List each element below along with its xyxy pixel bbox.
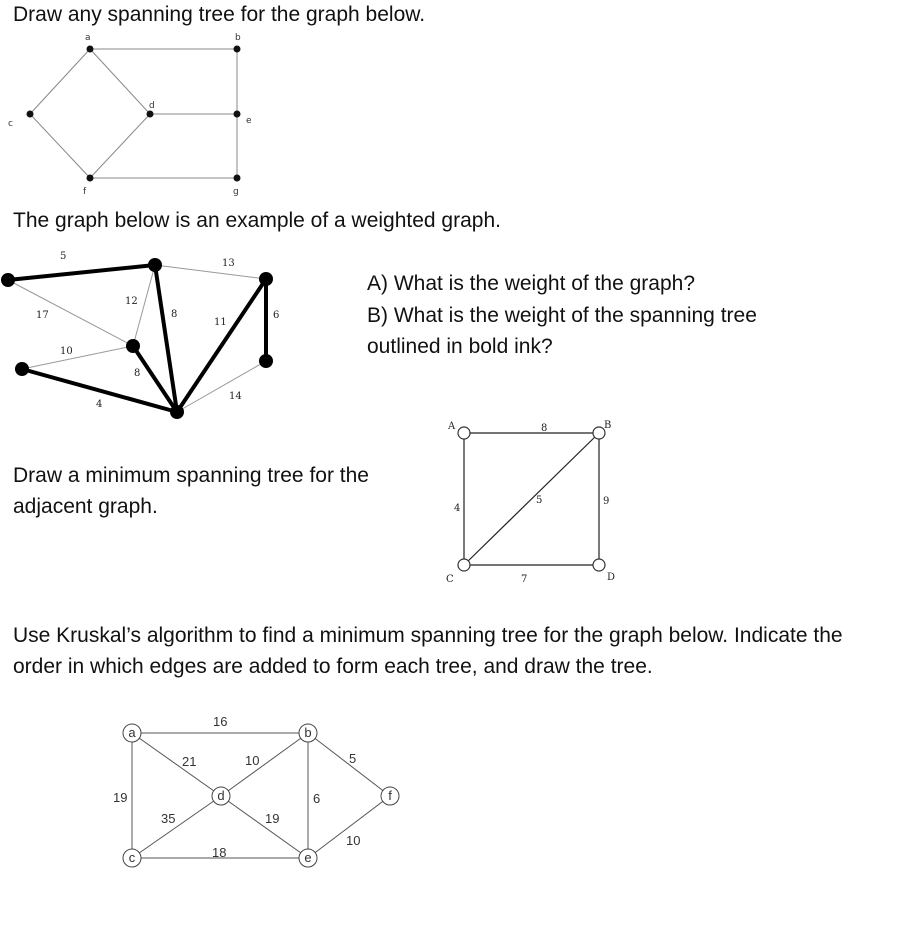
vertex-right-lower	[259, 354, 273, 368]
vertex-label-A: A	[448, 421, 456, 432]
bold-edge-8a	[155, 265, 177, 412]
weight-ce: 18	[212, 845, 227, 860]
weight-CD: 7	[521, 574, 528, 585]
weight-AB: 8	[541, 423, 548, 434]
weight-CB: 5	[536, 495, 543, 506]
question-4-text: Use Kruskal’s algorithm to find a minimum spanning tree for the graph below. Indicate the order in which edges are added to form each tree, and draw the tree.	[13, 624, 843, 678]
vertex-d	[147, 111, 154, 118]
vertex-label-c: c	[128, 850, 136, 865]
edge-14	[177, 361, 266, 412]
weight-ac: 19	[113, 790, 128, 805]
vertex-label-e: e	[246, 116, 252, 126]
vertex-f	[87, 175, 94, 182]
vertex-b	[234, 46, 241, 53]
edge-c-f	[30, 114, 90, 178]
weight-8-bold: 8	[171, 309, 178, 320]
vertex-label-B: B	[604, 420, 612, 431]
vertex-g	[234, 175, 241, 182]
weight-17: 17	[36, 310, 49, 321]
edge-17	[8, 280, 133, 346]
vertex-top-left	[1, 273, 15, 287]
weight-de: 19	[265, 811, 280, 826]
edge-d-e	[221, 796, 308, 858]
vertex-label-b: b	[235, 33, 241, 43]
edge-13	[155, 265, 266, 279]
vertex-a	[87, 46, 94, 53]
weight-8: 8	[134, 368, 141, 379]
question-3-text: Draw a minimum spanning tree for the adjacent graph.	[13, 464, 369, 518]
vertex-bottom	[170, 405, 184, 419]
weight-14: 14	[229, 391, 242, 402]
weight-cd: 35	[161, 811, 176, 826]
edge-c-d	[132, 796, 221, 858]
vertex-e	[234, 111, 241, 118]
vertex-label-a: a	[85, 33, 91, 43]
vertex-label-a: a	[128, 725, 136, 740]
graph-4-kruskal	[100, 705, 410, 885]
question-1-text: Draw any spanning tree for the graph below.	[13, 3, 426, 26]
weight-bf: 5	[349, 751, 357, 766]
weight-12: 12	[125, 296, 138, 307]
edge-d-f	[90, 114, 150, 178]
vertex-label-D: D	[607, 572, 616, 583]
edge-b-d	[221, 733, 308, 796]
weight-6: 6	[273, 310, 280, 321]
vertex-A	[458, 427, 470, 439]
edge-10	[22, 346, 133, 369]
vertex-C	[458, 559, 470, 571]
weight-4: 4	[96, 399, 103, 410]
question-2b: B) What is the weight of the spanning tree outlined in bold ink?	[367, 304, 757, 358]
vertex-D	[593, 559, 605, 571]
weight-ad: 21	[182, 754, 197, 769]
question-2a: A) What is the weight of the graph?	[367, 272, 696, 295]
edge-e-f	[308, 796, 390, 858]
vertex-label-C: C	[446, 574, 454, 585]
vertex-label-g: g	[233, 187, 239, 197]
edge-a-d	[90, 49, 150, 114]
question-2-intro: The graph below is an example of a weighted graph.	[13, 209, 501, 232]
vertex-label-f: f	[388, 788, 392, 803]
graph-3-square	[440, 415, 625, 590]
weight-ab: 16	[213, 714, 228, 729]
bold-edge-11	[177, 279, 266, 412]
weight-ef: 10	[346, 833, 361, 848]
vertex-label-c: c	[8, 119, 13, 129]
vertex-label-f: f	[83, 187, 87, 197]
vertex-top-right	[259, 272, 273, 286]
weight-bd: 10	[245, 753, 260, 768]
weight-10: 10	[60, 346, 73, 357]
edge-a-d	[132, 733, 221, 796]
bold-edge-5	[8, 265, 155, 280]
vertex-center	[126, 339, 140, 353]
edge-C-B	[464, 433, 599, 565]
vertex-bottom-left	[15, 362, 29, 376]
edge-a-c	[30, 49, 90, 114]
vertex-top-middle	[148, 258, 162, 272]
weight-BD: 9	[603, 496, 610, 507]
weight-AC: 4	[454, 503, 461, 514]
weight-5: 5	[60, 251, 67, 262]
graph-2-weighted	[0, 248, 300, 428]
graph-1-unweighted	[0, 30, 270, 202]
vertex-c	[27, 111, 34, 118]
vertex-label-b: b	[304, 725, 312, 740]
weight-11: 11	[214, 317, 227, 328]
vertex-label-d: d	[149, 101, 155, 111]
vertex-label-e: e	[304, 850, 312, 865]
weight-13: 13	[222, 258, 235, 269]
vertex-label-d: d	[217, 788, 225, 803]
weight-be: 6	[313, 791, 321, 806]
